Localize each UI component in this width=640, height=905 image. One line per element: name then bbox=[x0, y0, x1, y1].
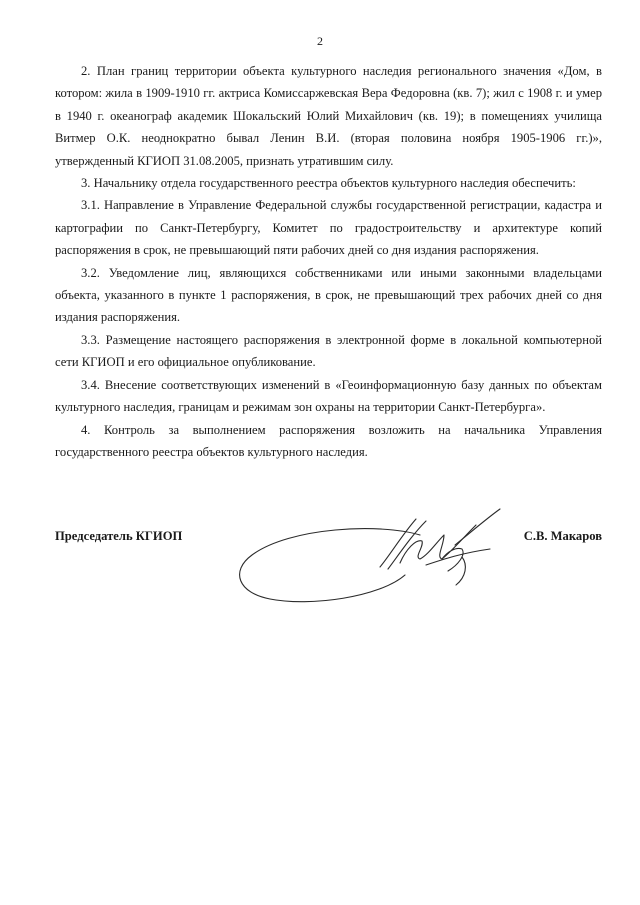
paragraph-3: 3. Начальнику отдела государственного реестра объектов культурного наследия обеспечить: bbox=[81, 176, 576, 191]
signatory-title: Председатель КГИОП bbox=[55, 529, 183, 543]
paragraph-2: 2. План границ территории объекта культурного наследия регионального значения «Дом, в котором: жила в 1909-1910 гг. актриса Комиссаржевская Вера Федоровна (кв. 7); жил с 1908 г. и умер в 1940 г. океанограф академик Шокальский Юлий Михайлович (кв. 19); в помещениях училища Витмер О.К. неоднократно бывал Ленин В.И. (вторая половина ноября 1905-1906 гг.)», утвержденный КГИОП 31.08.2005, признать утратившим силу. bbox=[55, 64, 602, 168]
paragraph-4: 4. Контроль за выполнением распоряжения возложить на начальника Управления государственного реестра объектов культурного наследия. bbox=[55, 422, 602, 459]
page-number: 2 bbox=[317, 34, 323, 48]
signature-main-stroke bbox=[380, 519, 490, 571]
paragraph-3-3: 3.3. Размещение настоящего распоряжения в электронной форме в локальной компьютерной сети КГИОП и его официальное опубликование. bbox=[55, 332, 602, 370]
document-body bbox=[55, 60, 602, 463]
signatory-name: С.В. Макаров bbox=[523, 529, 602, 543]
signature-loop-stroke bbox=[240, 529, 420, 602]
handwritten-signature bbox=[230, 505, 530, 615]
paragraph-3-1: 3.1. Направление в Управление Федеральной службы государственной регистрации, кадастра и картографии по Санкт-Петербургу, Комитет по градостроительству и архитектуре копий распоряжения в срок, не превышающий пяти рабочих дней со дня издания распоряжения. bbox=[55, 198, 602, 258]
paragraph-3-2: 3.2. Уведомление лиц, являющихся собственниками или иными законными владельцами объекта, указанного в пункте 1 распоряжения, в срок, не превышающий трех рабочих дней со дня издания распоряжения. bbox=[55, 265, 602, 325]
paragraph-3-4: 3.4. Внесение соответствующих изменений в «Геоинформационную базу данных по объектам культурного наследия, границам и режимам зон охраны на территории Санкт-Петербурга». bbox=[55, 377, 602, 415]
signature-block bbox=[55, 525, 602, 615]
signature-tail-stroke bbox=[455, 509, 500, 585]
